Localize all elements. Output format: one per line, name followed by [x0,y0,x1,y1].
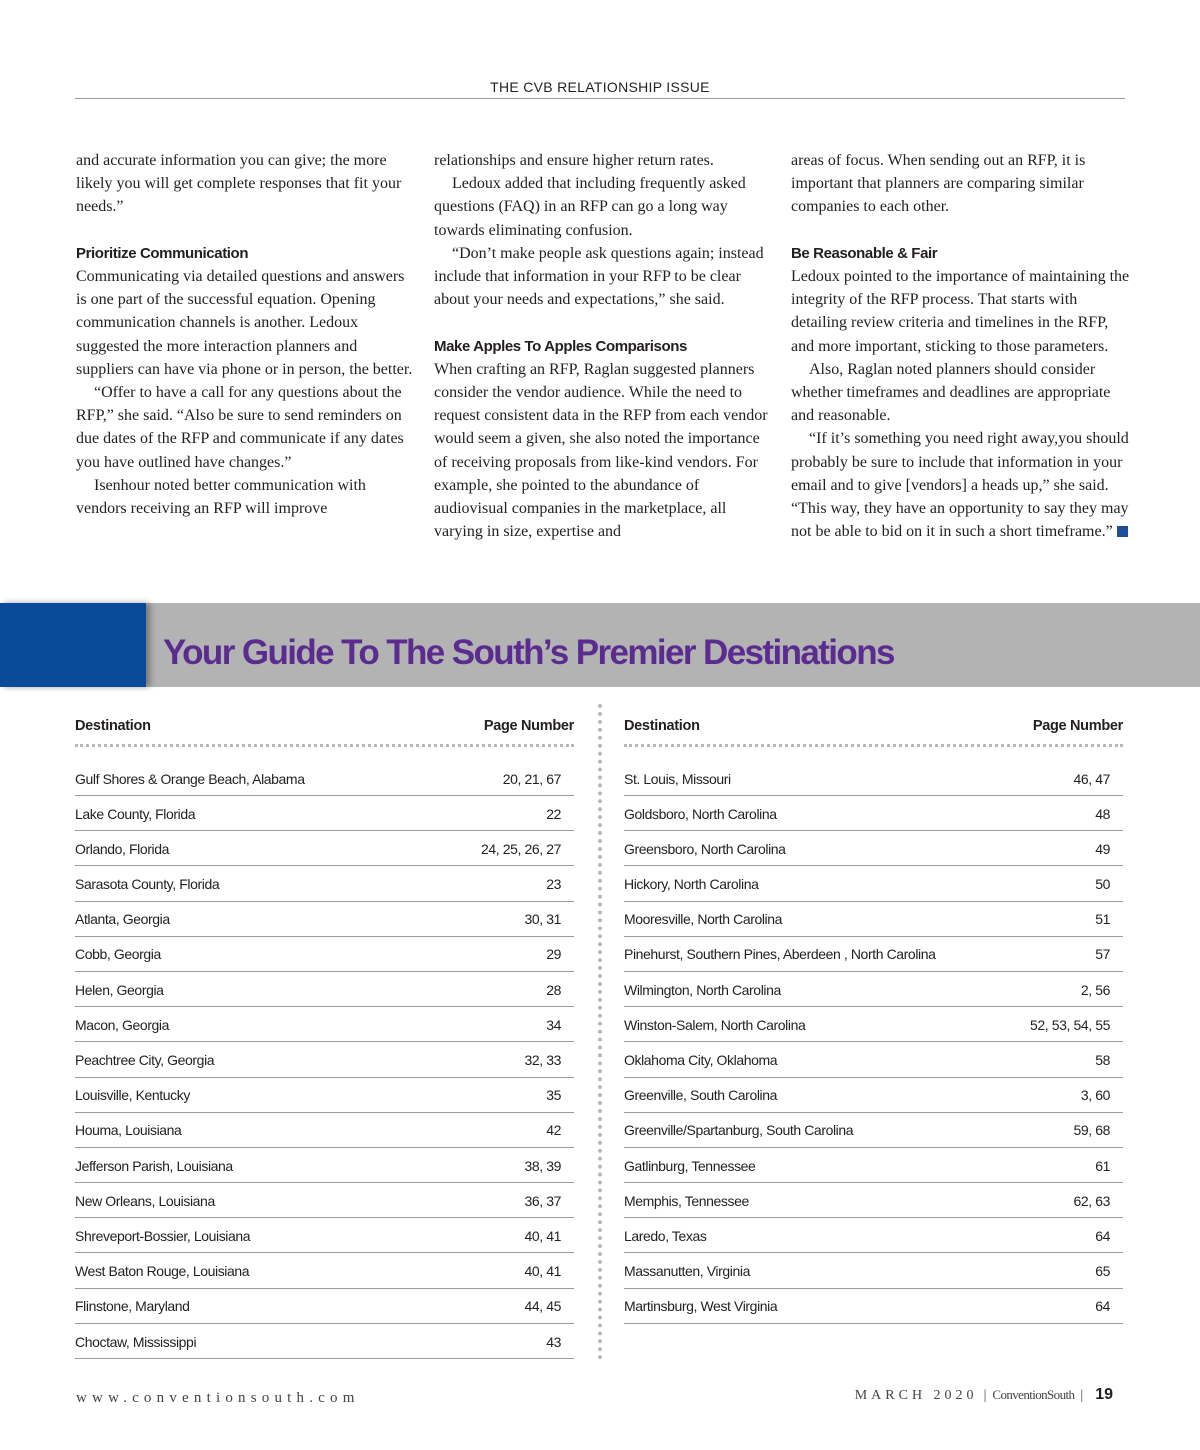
destination-name: Memphis, Tennessee [624,1192,749,1209]
table-row [75,1255,574,1289]
subhead-apples-to-apples: Make Apples To Apples Comparisons [434,337,687,355]
header-dotted-rule [624,744,1123,747]
destination-name: Jefferson Parish, Louisiana [75,1157,233,1174]
destination-name: New Orleans, Louisiana [75,1192,215,1209]
page-numbers: 38, 39 [524,1157,561,1174]
page-numbers: 48 [1095,805,1110,822]
guide-banner-accent [0,603,146,687]
destination-name: Greensboro, North Carolina [624,840,786,857]
page-numbers: 51 [1095,911,1110,928]
destination-name: Macon, Georgia [75,1016,170,1033]
destination-name: Choctaw, Mississippi [75,1333,197,1350]
page-numbers: 40, 41 [524,1227,561,1244]
destination-name: Lake County, Florida [75,805,196,822]
destination-name: Wilmington, North Carolina [624,981,781,998]
page-numbers: 52, 53, 54, 55 [1029,1016,1110,1033]
destination-name: Pinehurst, Southern Pines, Aberdeen , North Carolina [624,946,936,963]
destination-name: Massanutten, Virginia [624,1263,750,1280]
destination-name: Oklahoma City, Oklahoma [624,1052,778,1068]
page-numbers: 20, 21, 67 [502,770,561,787]
col3-paragraph-1: areas of focus. When sending out an RFP, it is important that planners are comparing similar companies to each other. [791,152,1086,216]
table-row [75,973,574,1007]
footer-brand: ConventionSouth [992,1387,1075,1402]
guide-title: Your Guide To The South’s Premier Destinations [163,633,894,672]
destination-table-right [624,714,1123,1325]
table-row [75,1008,574,1042]
col1-paragraph-2: Communicating via detailed questions and answers is one part of the successful equation. Opening communication channels is another. Ledoux suggested the more interaction planners and suppliers can have via phone or in person, the better. [76,268,413,378]
table-row [624,973,1123,1007]
page-numbers: 44, 45 [524,1298,561,1315]
page-numbers: 3, 60 [1080,1087,1110,1104]
page-numbers: 40, 41 [524,1263,561,1280]
rows-right [624,762,1123,1324]
page-numbers: 23 [546,876,561,893]
destination-name: St. Louis, Missouri [624,770,731,787]
table-header-left [75,714,574,738]
page-numbers: 43 [546,1333,561,1350]
page-numbers: 59, 68 [1073,1122,1110,1139]
page-numbers: 62, 63 [1073,1192,1110,1209]
table-row [75,868,574,902]
column-header-destination: Destination [75,718,151,734]
table-row [624,1219,1123,1253]
end-of-article-icon [1117,526,1128,537]
table-row [624,1114,1123,1148]
page-numbers: 24, 25, 26, 27 [480,840,561,857]
footer-month: MARCH 2020 [854,1388,978,1403]
page-numbers: 28 [546,981,561,998]
table-row [75,1290,574,1324]
destination-name: Peachtree City, Georgia [75,1052,215,1068]
table-row [624,762,1123,796]
col3-paragraph-2: Ledoux pointed to the importance of maintaining the integrity of the RFP process. That starts with detailing review criteria and timelines in the RFP, and more important, sticking to those parameters. [791,268,1130,355]
table-row [75,1044,574,1078]
table-row [75,832,574,866]
page-numbers: 58 [1095,1052,1110,1068]
table-row [75,1325,574,1359]
footer-separator: | [983,1388,987,1403]
destination-name: Gulf Shores & Orange Beach, Alabama [75,770,305,787]
col1-paragraph-3: “Offer to have a call for any questions about the RFP,” she said. “Also be sure to send reminders on due dates of the RFP and communicate if any dates you have outlined have changes.” [76,384,404,471]
column-divider [598,704,602,1360]
table-row [75,1184,574,1218]
table-row [624,1008,1123,1042]
destination-name: Mooresville, North Carolina [624,911,783,928]
destination-name: Winston-Salem, North Carolina [624,1016,806,1033]
col1-paragraph-1: and accurate information you can give; the more likely you will get complete responses that fit your needs.” [76,152,402,216]
destination-name: Hickory, North Carolina [624,876,759,893]
footer-folio [855,1386,1113,1404]
destination-name: Orlando, Florida [75,840,169,857]
page-numbers: 2, 56 [1080,981,1110,998]
page-numbers: 42 [546,1122,561,1139]
issue-header: THE CVB RELATIONSHIP ISSUE [490,79,710,95]
destination-name: Goldsboro, North Carolina [624,805,777,822]
table-row [624,1184,1123,1218]
destination-name: Greenville, South Carolina [624,1087,778,1104]
article-column-1 [76,149,416,520]
destination-name: Shreveport-Bossier, Louisiana [75,1227,251,1244]
col2-paragraph-2: Ledoux added that including frequently asked questions (FAQ) in an RFP can go a long way towards eliminating confusion. [434,175,746,239]
table-row [75,762,574,796]
subhead-be-reasonable: Be Reasonable & Fair [791,244,938,262]
col2-paragraph-4: When crafting an RFP, Raglan suggested planners consider the vendor audience. While the need to request consistent data in the RFP from each vendor would seem a given, she also noted the importance of receiving proposals from like-kind vendors. For example, she pointed to the abundance of audiovisual companies in the marketplace, all varying in size, expertise and [434,360,768,541]
page-numbers: 61 [1095,1157,1110,1174]
page-numbers: 36, 37 [524,1192,561,1209]
col3-paragraph-3: Also, Raglan noted planners should consider whether timeframes and deadlines are appropriate and reasonable. [791,360,1111,425]
table-row [75,938,574,972]
table-row [624,1149,1123,1183]
page-numbers: 46, 47 [1073,770,1110,787]
col1-paragraph-4: Isenhour noted better communication with vendors receiving an RFP will improve [76,476,366,518]
table-row [75,1079,574,1113]
rows-left [75,762,574,1359]
destination-name: Laredo, Texas [624,1227,707,1244]
destination-name: Helen, Georgia [75,981,164,998]
page-numbers: 22 [546,805,561,822]
col3-paragraph-4-text: “If it’s something you need right away,you should probably be sure to include that information in your email and to give [vendors] a heads up,” she said. “This way, they have an opportunity to say they may not be able to bid on it in such a short timeframe.” [791,430,1129,541]
header-dotted-rule [75,744,574,747]
table-row [624,797,1123,831]
destination-name: Sarasota County, Florida [75,876,220,893]
footer-separator: | [1080,1388,1084,1403]
destination-name: Flinstone, Maryland [75,1298,190,1315]
page-numbers: 30, 31 [524,911,561,928]
page-numbers: 49 [1095,840,1110,857]
col3-paragraph-4 [791,427,1131,543]
table-row [75,1114,574,1148]
table-row [75,1219,574,1253]
table-row [75,1149,574,1183]
table-header-right [624,714,1123,738]
page-numbers: 34 [546,1016,561,1033]
page-numbers: 32, 33 [524,1052,561,1068]
destination-name: Greenville/Spartanburg, South Carolina [624,1122,854,1139]
column-header-destination: Destination [624,718,700,734]
destination-name: Houma, Louisiana [75,1122,182,1139]
header-rule [75,98,1125,99]
destination-name: West Baton Rouge, Louisiana [75,1263,250,1280]
table-row [75,903,574,937]
page-numbers: 57 [1095,946,1110,963]
table-row [75,797,574,831]
article-column-3 [791,149,1131,543]
table-row [624,1044,1123,1078]
destination-table-left [75,714,574,1360]
page-numbers: 64 [1095,1227,1110,1244]
page-numbers: 29 [546,946,561,963]
table-row [624,903,1123,937]
subhead-prioritize-communication: Prioritize Communication [76,244,249,262]
table-row [624,1255,1123,1289]
page-numbers: 65 [1095,1263,1110,1280]
table-row [624,1290,1123,1324]
destination-name: Atlanta, Georgia [75,911,170,928]
destination-name: Cobb, Georgia [75,946,161,963]
table-row [624,938,1123,972]
column-header-page-number: Page Number [483,718,574,734]
col2-paragraph-3: “Don’t make people ask questions again; instead include that information in your RFP to be clear about your needs and expectations,” she said. [434,244,764,309]
page-number: 19 [1095,1386,1113,1403]
table-row [624,832,1123,866]
article-column-2 [434,149,774,543]
page-numbers: 64 [1095,1298,1110,1315]
col2-paragraph-1: relationships and ensure higher return rates. [434,152,714,169]
column-header-page-number: Page Number [1032,718,1123,734]
table-row [624,1079,1123,1113]
destination-name: Gatlinburg, Tennessee [624,1157,756,1174]
page-numbers: 35 [546,1087,561,1104]
page-numbers: 50 [1095,876,1110,893]
table-row [624,868,1123,902]
footer-url: www.conventionsouth.com [76,1390,360,1406]
destination-name: Louisville, Kentucky [75,1087,190,1104]
destination-name: Martinsburg, West Virginia [624,1298,778,1315]
